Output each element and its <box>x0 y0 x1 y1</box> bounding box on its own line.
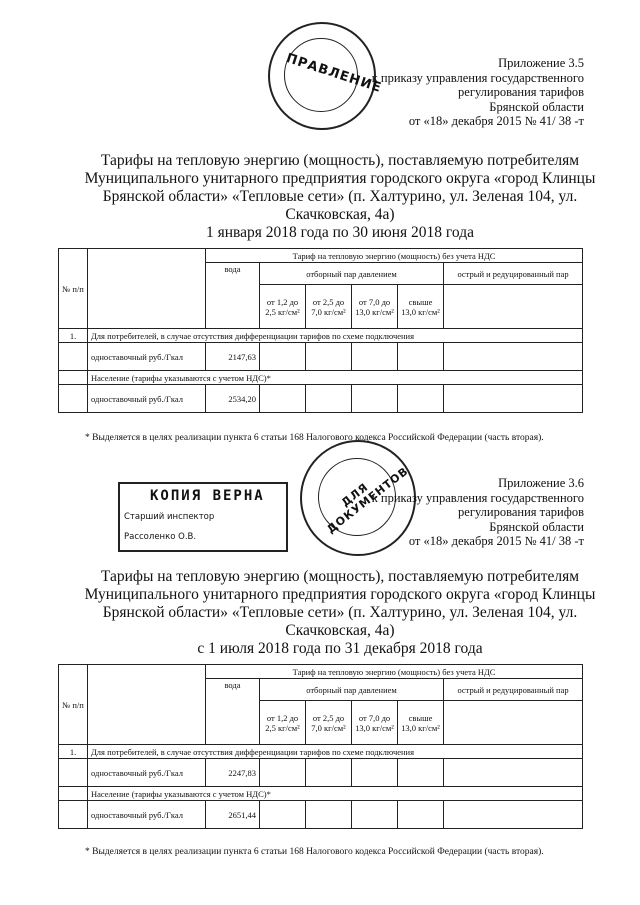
sharp-steam-header: острый и редуцированный пар <box>444 263 583 285</box>
water-value: 2651,44 <box>206 801 260 829</box>
water-value: 2534,20 <box>206 385 260 413</box>
rate-label: одноставочный руб./Гкал <box>88 759 206 787</box>
empty-cell <box>59 371 88 385</box>
appendix-line: к приказу управления государственного <box>371 490 584 505</box>
appendix-header-2 <box>372 476 584 549</box>
title-line: Тарифы на тепловую энергию (мощность), поставляемую потребителям <box>100 568 580 585</box>
num-header: № п/п <box>59 249 88 329</box>
footnote-1: * Выделяется в целях реализации пункта 6 статьи 168 Налогового кодекса Российской Федерации (часть вторая). <box>85 433 544 443</box>
appendix-line: Приложение 3.6 <box>498 476 584 490</box>
pressure-4-header: свыше 13,0 кг/см² <box>398 701 444 745</box>
appendix-line: Приложение 3.5 <box>498 56 584 70</box>
document-title-2 <box>60 568 620 658</box>
pressure-1-header: от 1,2 до 2,5 кг/см² <box>260 701 306 745</box>
num-header: № п/п <box>59 665 88 745</box>
water-value: 2147,63 <box>206 343 260 371</box>
copy-stamp-title: КОПИЯ ВЕРНА <box>150 488 265 504</box>
row-section-label: Для потребителей, в случае отсутствия дифференциации тарифов по схеме подключения <box>88 329 583 343</box>
title-line: 1 января 2018 года по 30 июня 2018 года <box>206 224 474 241</box>
appendix-line: регулирования тарифов <box>458 85 584 99</box>
water-header: вода <box>206 263 260 329</box>
round-stamp-1 <box>268 22 384 130</box>
title-line: Скачковская, 4а) <box>285 206 395 223</box>
water-header: вода <box>206 679 260 745</box>
title-line: Муниципального унитарного предприятия городского округа «город Клинцы <box>84 170 596 187</box>
round-stamp-1-word: ПРАВЛЕНИЕ <box>284 50 384 97</box>
footnote-2: * Выделяется в целях реализации пункта 6 статьи 168 Налогового кодекса Российской Федерации (часть вторая). <box>85 847 544 857</box>
empty-cell <box>444 285 583 329</box>
title-line: Брянской области» «Тепловые сети» (п. Халтурино, ул. Зеленая 104, ул. <box>102 188 578 205</box>
tariff-header: Тариф на тепловую энергию (мощность) без учета НДС <box>206 665 583 679</box>
appendix-header-1 <box>372 56 584 129</box>
round-stamp-2-word: ДЛЯ ДОКУМЕНТОВ <box>324 464 411 536</box>
row-section-label: Для потребителей, в случае отсутствия дифференциации тарифов по схеме подключения <box>88 745 583 759</box>
water-value: 2247,83 <box>206 759 260 787</box>
title-line: Муниципального унитарного предприятия городского округа «город Клинцы <box>84 586 596 603</box>
pressure-3-header: от 7,0 до 13,0 кг/см² <box>352 701 398 745</box>
pressure-2-header: от 2,5 до 7,0 кг/см² <box>306 285 352 329</box>
empty-header-cell <box>88 665 206 745</box>
tariff-table-1 <box>58 248 583 413</box>
steam-header: отборный пар давлением <box>260 679 444 701</box>
row-number: 1. <box>59 745 88 759</box>
copy-certified-stamp <box>118 482 288 552</box>
appendix-line: от «18» декабря 2015 № 41/ 38 -т <box>408 114 584 128</box>
row-number: 1. <box>59 329 88 343</box>
pressure-1-header: от 1,2 до 2,5 кг/см² <box>260 285 306 329</box>
pressure-3-header: от 7,0 до 13,0 кг/см² <box>352 285 398 329</box>
appendix-line: Брянской области <box>489 99 584 114</box>
title-line: с 1 июля 2018 года по 31 декабря 2018 года <box>197 640 483 657</box>
empty-cell <box>59 787 88 801</box>
empty-cell <box>59 759 88 787</box>
population-section-label: Население (тарифы указываются с учетом НДС)* <box>88 371 583 385</box>
appendix-line: регулирования тарифов <box>458 505 584 519</box>
appendix-line: Брянской области <box>489 519 584 534</box>
copy-stamp-name: Рассоленко О.В. <box>124 532 197 542</box>
rate-label: одноставочный руб./Гкал <box>88 385 206 413</box>
document-title-1 <box>60 152 620 242</box>
rate-label: одноставочный руб./Гкал <box>88 801 206 829</box>
empty-cell <box>59 385 88 413</box>
sharp-steam-header: острый и редуцированный пар <box>444 679 583 701</box>
title-line: Скачковская, 4а) <box>285 622 395 639</box>
pressure-4-header: свыше 13,0 кг/см² <box>398 285 444 329</box>
rate-label: одноставочный руб./Гкал <box>88 343 206 371</box>
appendix-line: к приказу управления государственного <box>371 70 584 85</box>
empty-cell <box>59 343 88 371</box>
empty-cell <box>59 801 88 829</box>
title-line: Брянской области» «Тепловые сети» (п. Халтурино, ул. Зеленая 104, ул. <box>102 604 578 621</box>
tariff-header: Тариф на тепловую энергию (мощность) без учета НДС <box>206 249 583 263</box>
population-section-label: Население (тарифы указываются с учетом НДС)* <box>88 787 583 801</box>
empty-cell <box>444 701 583 745</box>
copy-stamp-role: Старший инспектор <box>124 512 215 522</box>
appendix-line: от «18» декабря 2015 № 41/ 38 -т <box>408 534 584 548</box>
steam-header: отборный пар давлением <box>260 263 444 285</box>
pressure-2-header: от 2,5 до 7,0 кг/см² <box>306 701 352 745</box>
tariff-table-2 <box>58 664 583 829</box>
empty-header-cell <box>88 249 206 329</box>
title-line: Тарифы на тепловую энергию (мощность), поставляемую потребителям <box>100 152 580 169</box>
